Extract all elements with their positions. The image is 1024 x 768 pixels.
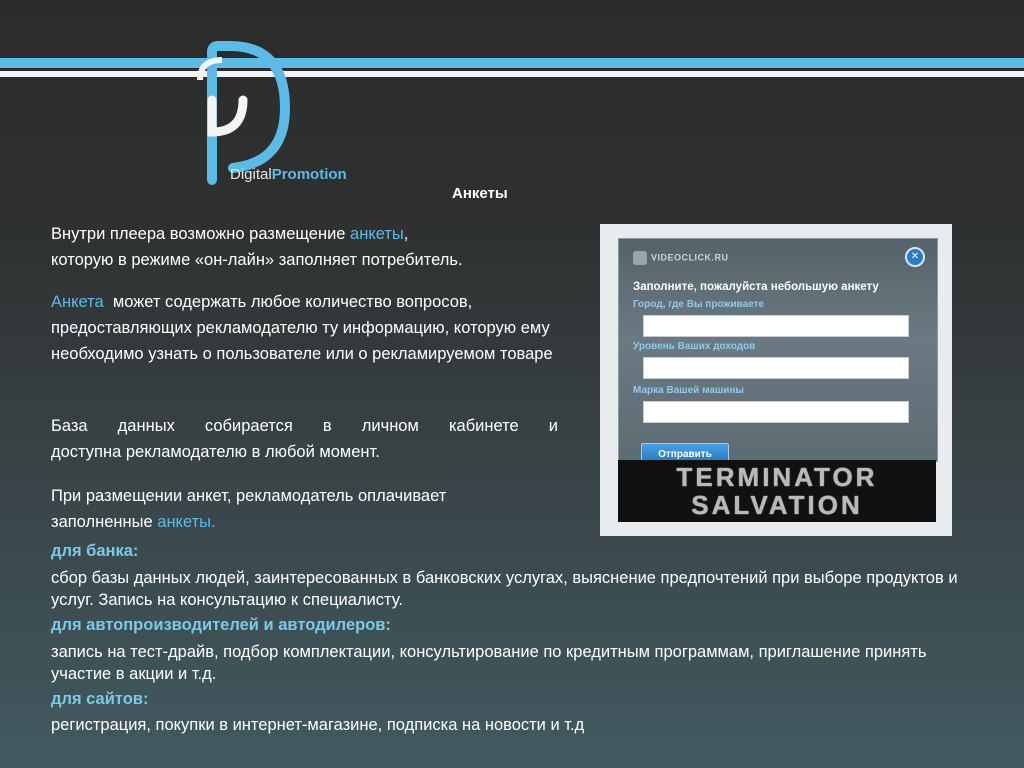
paragraph-payment [51,483,558,535]
banner-line-2: SALVATION [691,490,863,520]
submit-button[interactable]: Отправить [641,443,729,467]
questionnaire-form [618,238,938,462]
anketa-accent: Анкета [51,293,104,311]
payment-line-1: При размещении анкет, рекламодатель оплачивает [51,487,447,505]
logo-word-promotion: Promotion [271,166,347,183]
videoclick-brand: VIDEOCLICK.RU [651,252,729,263]
videoclick-logo [633,251,729,265]
intro-text-c: , [403,225,409,243]
section-heading-bank: для банка: [51,542,139,560]
paragraph-intro [51,221,558,273]
logo-wordmark [230,166,347,184]
slide-title: Анкеты [452,185,508,202]
section-heading-auto: для автопроизводителей и автодилеров: [51,616,391,634]
intro-text-a: Внутри плеера возможно размещение [51,225,351,243]
close-icon[interactable]: ✕ [905,247,925,267]
payment-accent-ankety: анкеты. [157,513,216,531]
form-title: Заполните, пожалуйста небольшую анкету [633,281,879,293]
payment-text-b: заполненные [51,513,158,531]
terminator-banner [618,460,936,522]
videoclick-logo-icon [633,251,647,265]
intro-text-d: которую в режиме «он-лайн» заполняет потребитель. [51,251,463,269]
section-body-bank: сбор базы данных людей, заинтересованных в банковских услугах, выяснение предпочтений при выборе продуктов и услуг. Запись на консультацию к специалисту. [51,569,958,609]
logo-word-digital: Digital [230,166,272,183]
field-label-income: Уровень Ваших доходов [633,341,756,352]
intro-accent-anketa: анкеты [350,225,404,243]
questionnaire-screenshot [600,224,952,536]
city-input[interactable] [643,315,909,337]
database-line-1: База данных собирается в личном кабинете и [51,417,558,435]
section-body-sites: регистрация, покупки в интернет-магазине, подписка на новости и т.д [51,716,585,734]
paragraph-database [51,413,558,465]
banner-line-1: TERMINATOR [676,462,878,492]
database-line-2: доступна рекламодателю в любой момент. [51,443,380,461]
income-input[interactable] [643,357,909,379]
anketa-text: может содержать любое количество вопросов, предоставляющих рекламодателю ту информацию, которую ему необходимо узнать о пользователе или о рекламируемом товаре [51,293,555,363]
paragraph-anketa [51,289,558,367]
field-label-car: Марка Вашей машины [633,385,744,396]
field-label-city: Город, где Вы проживаете [633,299,765,310]
section-heading-sites: для сайтов: [51,690,149,708]
car-brand-input[interactable] [643,401,909,423]
section-body-auto: запись на тест-драйв, подбор комплектации, консультирование по кредитным программам, приглашение принять участие в акции и т.д. [51,643,927,683]
